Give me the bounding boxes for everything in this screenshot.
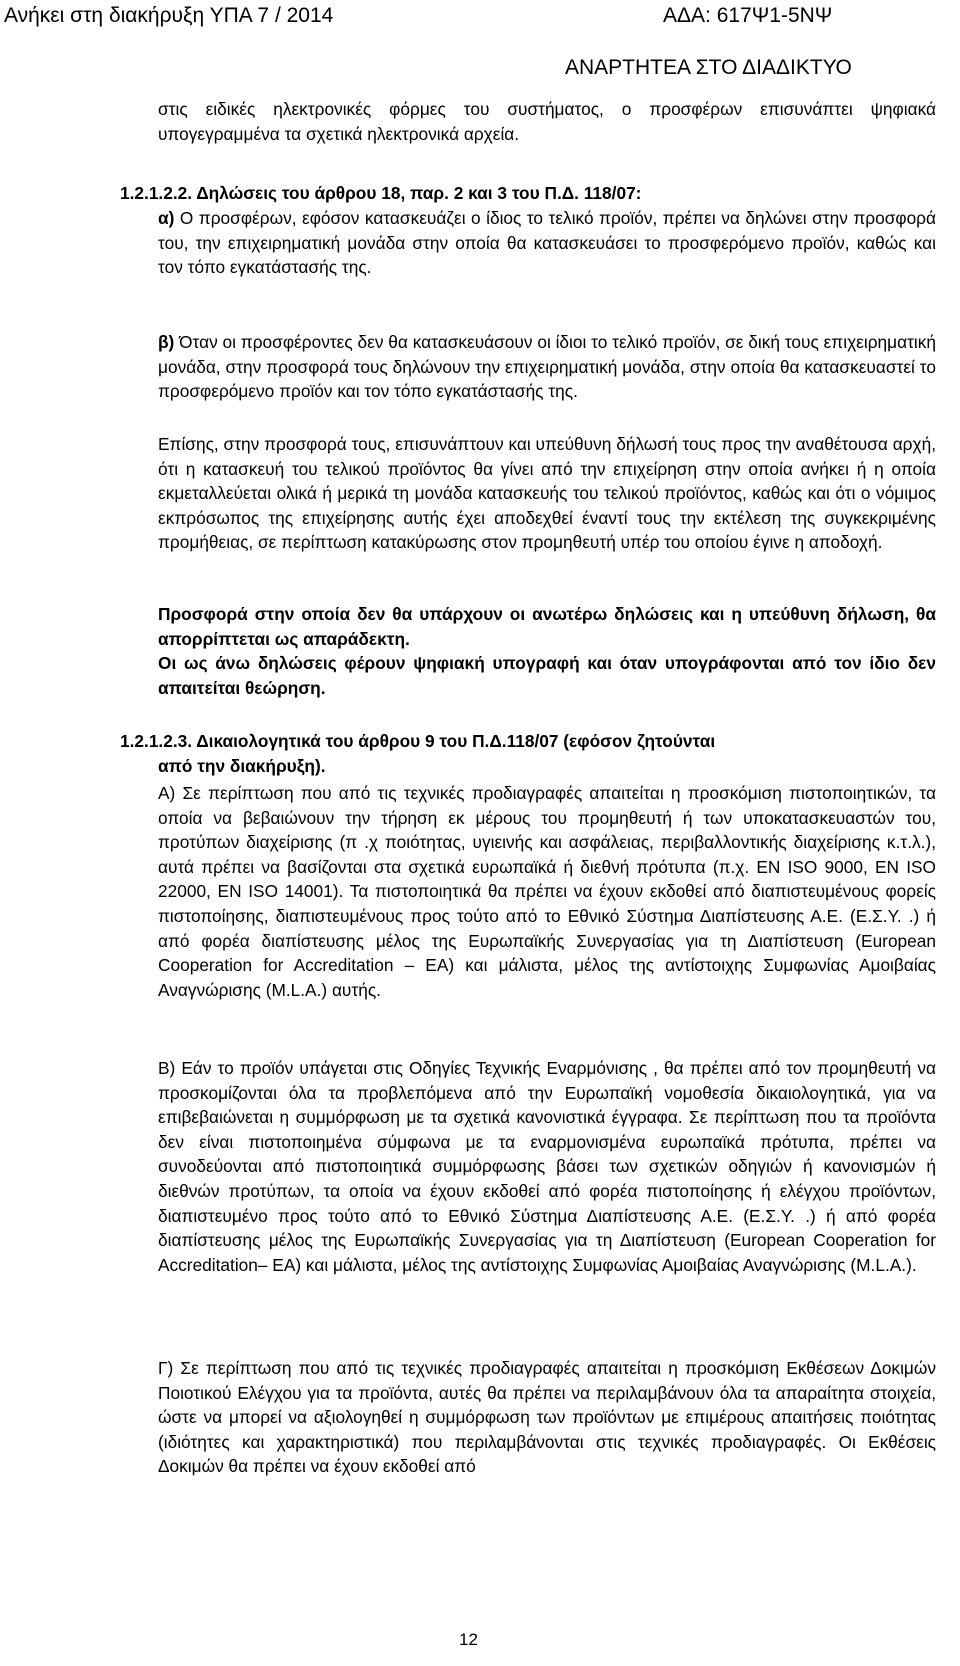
page-number: 12: [459, 1630, 478, 1649]
header-left: Ανήκει στη διακήρυξη ΥΠΑ 7 / 2014: [4, 4, 334, 27]
rejection-notice: Προσφορά στην οποία δεν θα υπάρχουν οι ανωτέρω δηλώσεις και η υπεύθυνη δήλωση, θα απορρίπτεται ως απαράδεκτη.: [158, 604, 936, 649]
section-heading-1-2-1-2-3-line1: 1.2.1.2.3. Δικαιολογητικά του άρθρου 9 του Π.Δ.118/07 (εφόσον ζητούνται: [120, 731, 716, 751]
intro-paragraph: στις ειδικές ηλεκτρονικές φόρμες του συστήματος, ο προσφέρων επισυνάπτει ψηφιακά υπογεγραμμένα τα σχετικά ηλεκτρονικά αρχεία.: [158, 99, 936, 144]
paragraph-A: Α) Σε περίπτωση που από τις τεχνικές προδιαγραφές απαιτείται η προσκόμιση πιστοποιητικών, τα οποία να βεβαιώνουν την τήρηση εκ μέρους του προμηθευτή ή των υποκατασκευαστών του, προτύπων διαχείρισης (π .χ ποιότητας, υγιεινής και ασφάλειας, περιβαλλοντικής διαχείρισης κ.τ.λ.), αυτά πρέπει να βασίζονται στα σχετικά ευρωπαϊκά ή διεθνή πρότυπα (π.χ. ΕΝ ISO 9000, EN ISO 22000, EN ISO 14001). Τα πιστοποιητικά θα πρέπει να έχουν εκδοθεί από διαπιστευμένους φορείς πιστοποίησης, διαπιστευμένους προς τούτο από το Εθνικό Σύστημα Διαπίστευσης Α.Ε. (Ε.Σ.Υ. .) ή από φορέα διαπίστευσης μέλος της Ευρωπαϊκής Συνεργασίας για τη Διαπίστευση (European Cooperation for Accreditation – ΕΑ) και μάλιστα, μέλος της αντίστοιχης Συμφωνίας Αμοιβαίας Αναγνώρισης (M.L.A.) αυτής.: [158, 783, 936, 1000]
header-ada: ΑΔΑ: 617Ψ1-5ΝΨ: [663, 4, 833, 27]
paragraph-a-text: Ο προσφέρων, εφόσον κατασκευάζει ο ίδιος το τελικό προϊόν, πρέπει να δηλώνει στην προσφορά του, την επιχειρηματική μονάδα στην οποία θα κατασκευάσει το προσφερόμενο προϊόν, καθώς και τον τόπο εγκατάστασής της.: [158, 208, 936, 278]
paragraph-a: [158, 206, 936, 280]
header-posting-note: ΑΝΑΡΤΗΤΕΑ ΣΤΟ ΔΙΑΔΙΚΤΥΟ: [565, 56, 852, 79]
paragraph-declaration: Επίσης, στην προσφορά τους, επισυνάπτουν και υπεύθυνη δήλωσή τους προς την αναθέτουσα αρχή, ότι η κατασκευή του τελικού προϊόντος θα γίνει από την επιχείρηση στην οποία ανήκει ή η οποία εκμεταλλεύεται ολικά ή μερικά τη μονάδα κατασκευής του τελικού προϊόντος, καθώς και ότι ο νόμιμος εκπρόσωπος της επιχείρησης αυτής έχει αποδεχθεί έναντί τους την εκτέλεση της συγκεκριμένης προμήθειας, σε περίπτωση κατακύρωσης στον προμηθευτή υπέρ του οποίου έγινε η αποδοχή.: [158, 434, 936, 553]
section-heading-1-2-1-2-3-line2: από την διακήρυξη).: [158, 755, 326, 776]
paragraph-B: Β) Εάν το προϊόν υπάγεται στις Οδηγίες Τεχνικής Εναρμόνισης , θα πρέπει από τον προμηθευτή να προσκομίζονται όλα τα προβλεπόμενα από την Ευρωπαϊκή νομοθεσία δικαιολογητικά, για να επιβεβαιώνεται η συμμόρφωση με τα σχετικά κανονιστικά έγγραφα. Σε περίπτωση που τα προϊόντα δεν είναι πιστοποιημένα σύμφωνα με τα εναρμονισμένα ευρωπαϊκά πρότυπα, πρέπει να συνοδεύονται από πιστοποιητικά συμμόρφωσης βάσει των σχετικών οδηγιών ή κανονισμών ή διεθνών προτύπων, τα οποία να έχουν εκδοθεί από φορέα πιστοποίησης ή ελέγχου προϊόντων, διαπιστευμένο προς τούτο από το Εθνικό Σύστημα Διαπίστευσης Α.Ε. (Ε.Σ.Υ. .) ή από φορέα διαπίστευσης μέλος της Ευρωπαϊκής Συνεργασίας για τη Διαπίστευση (European Cooperation for Accreditation– ΕΑ) και μάλιστα, μέλος της αντίστοιχης Συμφωνίας Αμοιβαίας Αναγνώρισης (M.L.A.).: [158, 1058, 936, 1275]
paragraph-b-text: Όταν οι προσφέροντες δεν θα κατασκευάσουν οι ίδιοι το τελικό προϊόν, σε δική τους επιχειρηματική μονάδα, στην προσφορά τους δηλώνουν την επιχειρηματική μονάδα, στην οποία θα κατασκευαστεί το προσφερόμενο προϊόν και τον τόπο εγκατάστασής της.: [158, 332, 936, 402]
paragraph-a-label: α): [158, 208, 175, 228]
section-heading-1-2-1-2-3: [120, 729, 936, 778]
paragraph-b-label: β): [158, 332, 175, 352]
paragraph-b: [158, 330, 936, 404]
section-heading-1-2-1-2-2: 1.2.1.2.2. Δηλώσεις του άρθρου 18, παρ. 2 και 3 του Π.Δ. 118/07:: [120, 183, 642, 203]
signature-notice: Οι ως άνω δηλώσεις φέρουν ψηφιακή υπογραφή και όταν υπογράφονται από τον ίδιο δεν απαιτείται θεώρηση.: [158, 653, 936, 698]
paragraph-G: Γ) Σε περίπτωση που από τις τεχνικές προδιαγραφές απαιτείται η προσκόμιση Εκθέσεων Δοκιμών Ποιοτικού Ελέγχου για τα προϊόντα, αυτές θα πρέπει να περιλαμβάνουν όλα τα απαραίτητα στοιχεία, ώστε να μπορεί να αξιολογηθεί η συμμόρφωση των προϊόντων με επιμέρους απαιτήσεις ποιότητας (ιδιότητες και χαρακτηριστικά) που περιλαμβάνονται στις τεχνικές προδιαγραφές. Οι Εκθέσεις Δοκιμών θα πρέπει να έχουν εκδοθεί από: [158, 1358, 936, 1477]
